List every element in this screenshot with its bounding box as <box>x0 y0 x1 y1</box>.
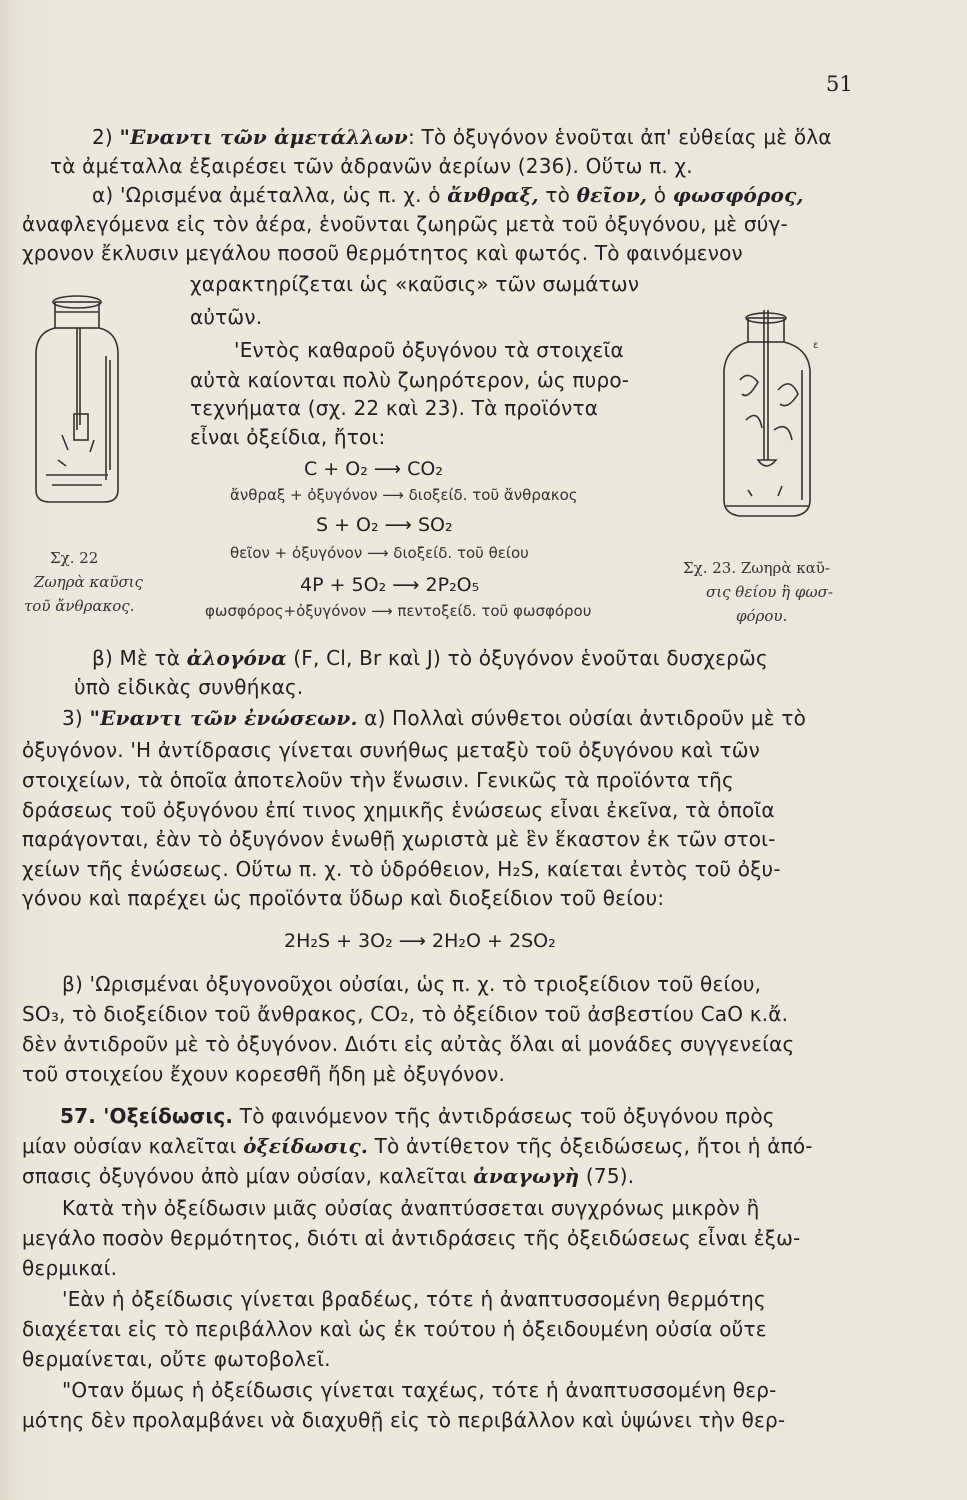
section-number: 2) <box>92 125 120 149</box>
figure-22-bottle-illustration <box>22 290 132 515</box>
text-line: μεγάλο ποσὸν θερμότητος, διότι αἱ ἀντιδράσεις τῆς ὀξειδώσεως εἶναι ἐξω- <box>22 1226 801 1250</box>
text-line: τὰ ἀμέταλλα ἐξαιρέσει τῶν ἀδρανῶν ἀερίων (236). Οὕτω π. χ. <box>50 154 693 178</box>
text-line: αὐτὰ καίονται πολὺ ζωηρότερον, ὡς πυρο- <box>190 368 630 392</box>
text-line: 'Εὰν ἡ ὀξείδωσις γίνεται βραδέως, τότε ἡ ἀναπτυσσομένη θερμότης <box>62 1287 766 1311</box>
text-line: δὲν ἀντιδροῦν μὲ τὸ ὀξυγόνον. Διότι εἰς αὐτὰς ὅλαι αἱ μονάδες συγγενείας <box>22 1032 795 1056</box>
section-number: 57. <box>60 1104 104 1128</box>
equation-phosphorus-words: φωσφόρος+ὀξυγόνον ⟶ πεντοξείδ. τοῦ φωσφόρου <box>205 602 592 620</box>
text-line: θερμικαί. <box>22 1256 118 1280</box>
text-line: εἶναι ὀξείδια, ἤτοι: <box>190 425 386 449</box>
text-line: θερμαίνεται, οὔτε φωτοβολεῖ. <box>22 1347 331 1371</box>
equation-phosphorus: 4P + 5O₂ ⟶ 2P₂O₅ <box>300 574 480 596</box>
text-line: β) 'Ωρισμέναι ὀξυγονοῦχοι οὐσίαι, ὡς π. χ. τὸ τριοξείδιον τοῦ θείου, <box>62 972 762 996</box>
section-heading: "Εναντι τῶν ἐνώσεων. <box>89 706 358 730</box>
section-heading: "Εναντι τῶν ἀμετάλλων <box>119 125 408 149</box>
figure-23-caption-line: σις θείου ἢ φωσ- <box>706 583 833 601</box>
section-heading: 'Οξείδωσις. <box>103 1104 234 1128</box>
figure-23-bottle-illustration <box>718 310 818 530</box>
term: ἀναγωγὴ <box>473 1164 580 1188</box>
text-line: ὑπὸ εἰδικὰς συνθήκας. <box>74 675 304 699</box>
text-span: ὁ <box>647 183 673 207</box>
text-line: SO₃, τὸ διοξείδιον τοῦ ἄνθρακος, CO₂, τὸ ὀξείδιον τοῦ ἀσβεστίου CaO κ.ἄ. <box>22 1002 789 1026</box>
text-span: σπασις ὀξυγόνου ἀπὸ μίαν οὐσίαν, καλεῖται <box>22 1164 474 1188</box>
text-line: τοῦ στοιχείου ἔχουν κορεσθῆ ἤδη μὲ ὀξυγόνον. <box>22 1062 506 1086</box>
figure-23-caption-line: φόρου. <box>736 607 788 625</box>
text-line: Κατὰ τὴν ὀξείδωσιν μιᾶς οὐσίας ἀναπτύσσεται συγχρόνως μικρὸν ἢ <box>62 1196 760 1220</box>
text-span: (F, Cl, Br καὶ J) τὸ ὀξυγόνον ἑνοῦται δυσχερῶς <box>286 646 768 670</box>
text-span: Τὸ φαινόμενον τῆς ἀντιδράσεως τοῦ ὀξυγόνου πρὸς <box>233 1104 775 1128</box>
term: ἀλογόνα <box>186 646 287 670</box>
text-span: Τὸ ἀντίθετον τῆς ὀξειδώσεως, ἤτοι ἡ ἀπό- <box>368 1134 813 1158</box>
text-line <box>62 706 806 730</box>
term: ἄνθραξ, <box>447 183 539 207</box>
text-span: β) Μὲ τὰ <box>92 646 187 670</box>
term: θεῖον, <box>576 183 648 207</box>
text-line: παράγονται, ἐὰν τὸ ὀξυγόνον ἑνωθῇ χωριστὰ μὲ ἓν ἕκαστον ἐκ τῶν στοι- <box>22 827 776 851</box>
equation-sulfur: S + O₂ ⟶ SO₂ <box>316 514 453 536</box>
text-line: ἀναφλεγόμενα εἰς τὸν ἀέρα, ἑνοῦνται ζωηρῶς μετὰ τοῦ ὀξυγόνου, μὲ σύγ- <box>22 212 788 236</box>
text-span: α) 'Ωρισμένα ἀμέταλλα, ὡς π. χ. ὁ <box>92 183 448 207</box>
text-span: μίαν οὐσίαν καλεῖται <box>22 1134 244 1158</box>
equation-hydrogen-sulfide: 2H₂S + 3O₂ ⟶ 2H₂O + 2SO₂ <box>284 930 556 952</box>
text-line <box>92 125 832 149</box>
text-span: (75). <box>579 1164 635 1188</box>
text-line: χρονον ἔκλυσιν μεγάλου ποσοῦ θερμότητος καὶ φωτός. Τὸ φαινόμενον <box>22 241 743 265</box>
text-line <box>92 646 768 670</box>
section-number: 3) <box>62 706 90 730</box>
text-line: μότης δὲν προλαμβάνει νὰ διαχυθῇ εἰς τὸ περιβάλλον καὶ ὑψώνει τὴν θερ- <box>22 1408 786 1432</box>
term: φωσφόρος, <box>672 183 804 207</box>
text-line: τεχνήματα (σχ. 22 καὶ 23). Τὰ προϊόντα <box>190 396 599 420</box>
text-line <box>22 1164 634 1188</box>
figure-23-mark: ε <box>813 340 818 351</box>
text-span: α) Πολλαὶ σύνθετοι οὐσίαι ἀντιδροῦν μὲ τὸ <box>357 706 807 730</box>
text-line <box>60 1104 775 1128</box>
text-line: χείων τῆς ἑνώσεως. Οὕτω π. χ. τὸ ὑδρόθειον, H₂S, καίεται ἐντὸς τοῦ ὀξυ- <box>22 857 781 881</box>
equation-carbon-words: ἄνθραξ + ὀξυγόνον ⟶ διοξείδ. τοῦ ἄνθρακος <box>230 486 578 504</box>
text-line: αὐτῶν. <box>190 305 263 329</box>
text-line: δράσεως τοῦ ὀξυγόνου ἐπί τινος χημικῆς ἑνώσεως εἶναι ἐκεῖνα, τὰ ὁποῖα <box>22 798 775 822</box>
equation-sulfur-words: θεῖον + ὀξυγόνον ⟶ διοξείδ. τοῦ θείου <box>230 544 529 562</box>
equation-carbon: C + O₂ ⟶ CO₂ <box>304 458 443 480</box>
text-line: ὀξυγόνον. 'Η ἀντίδρασις γίνεται συνήθως μεταξὺ τοῦ ὀξυγόνου καὶ τῶν <box>22 738 761 762</box>
page-number: 51 <box>826 72 853 96</box>
figure-22-caption-line: τοῦ ἄνθρακος. <box>24 597 135 615</box>
text-line: "Οταν ὅμως ἡ ὀξείδωσις γίνεται ταχέως, τότε ἡ ἀναπτυσσομένη θερ- <box>62 1378 777 1402</box>
text-span: τὸ <box>538 183 577 207</box>
text-span: : Τὸ ὀξυγόνον ἑνοῦται ἀπ' εὐθείας μὲ ὅλα <box>407 125 832 149</box>
text-line: χαρακτηρίζεται ὡς «καῦσις» τῶν σωμάτων <box>190 272 640 296</box>
figure-22-caption-title: Σχ. 22 <box>50 549 99 567</box>
text-line: διαχέεται εἰς τὸ περιβάλλον καὶ ὡς ἐκ τούτου ἡ ὀξειδουμένη οὐσία οὔτε <box>22 1317 767 1341</box>
text-line: γόνου καὶ παρέχει ὡς προϊόντα ὕδωρ καὶ διοξείδιον τοῦ θείου: <box>22 886 665 910</box>
text-line: 'Εντὸς καθαροῦ ὀξυγόνου τὰ στοιχεῖα <box>234 338 624 362</box>
figure-22-caption-line: Ζωηρὰ καῦσις <box>34 573 143 591</box>
figure-23-caption-title: Σχ. 23. Ζωηρὰ καῦ- <box>683 559 830 577</box>
text-line: στοιχείων, τὰ ὁποῖα ἀποτελοῦν τὴν ἕνωσιν. Γενικῶς τὰ προϊόντα τῆς <box>22 768 734 792</box>
term: ὀξείδωσις. <box>243 1134 369 1158</box>
text-line <box>22 1134 813 1158</box>
text-line <box>92 183 804 207</box>
